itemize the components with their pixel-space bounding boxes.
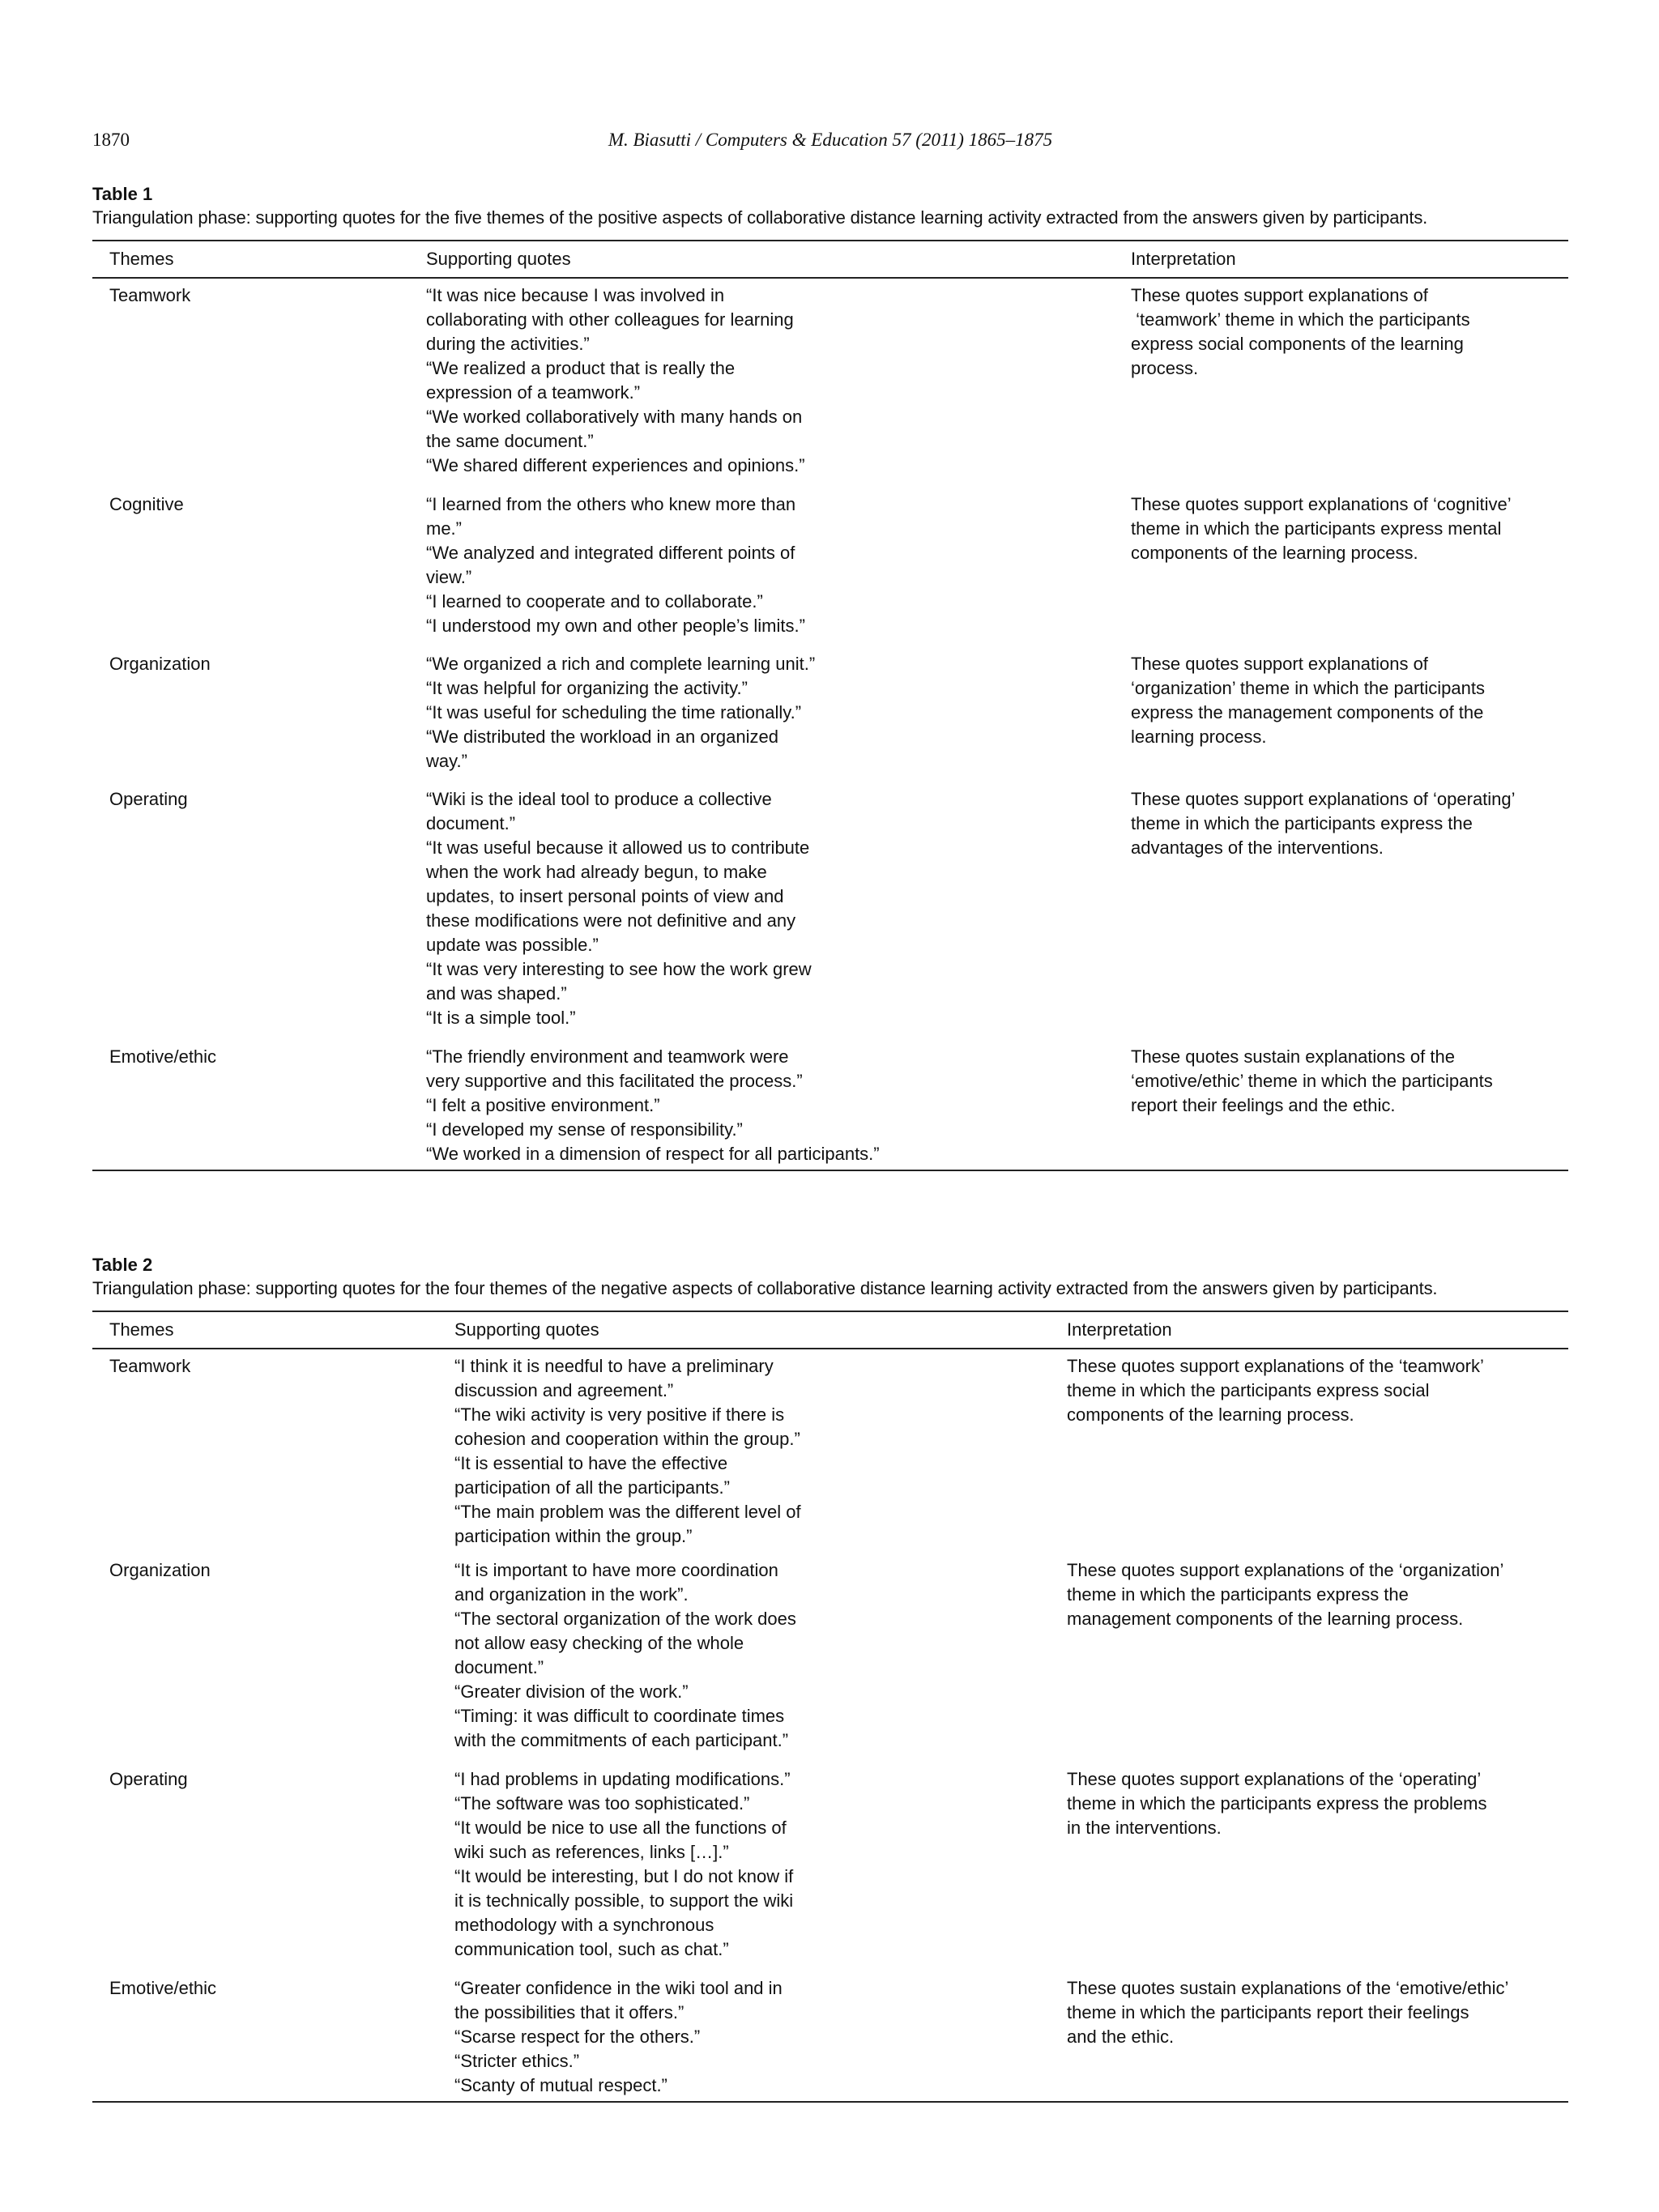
table-row bbox=[92, 492, 1568, 652]
theme-cell: Organization bbox=[109, 1560, 211, 1580]
table-1 bbox=[92, 183, 1568, 1171]
theme-cell: Emotive/ethic bbox=[109, 1046, 217, 1067]
quotes-cell: “The friendly environment and teamwork were very supportive and this facilitated the process.” “I felt a positive environment.” “I developed my sense of responsibility.” “We worked in a dimension of respect for all participants.” bbox=[426, 1046, 880, 1164]
table-1-bottom-rule bbox=[92, 1170, 1568, 1171]
quotes-cell: “It was nice because I was involved in collaborating with other colleagues for learning during the activities.” “We realized a product that is really the expression of a teamwork.” “We worked collaboratively with many hands on the same document.” “We shared different experiences and opinions.” bbox=[426, 285, 805, 475]
table-row bbox=[92, 1976, 1568, 2101]
interpretation-cell: These quotes support explanations of the ‘operating’ theme in which the participants express the problems in the interventions. bbox=[1067, 1769, 1487, 1838]
table-row bbox=[92, 652, 1568, 787]
quotes-cell: “I had problems in updating modifications.” “The software was too sophisticated.” “It would be nice to use all the functions of wiki such as references, links […].” “It would be interesting, but I do not know if it is technically possible, to support the wiki methodology with a synchronous communication tool, such as chat.” bbox=[454, 1769, 794, 1959]
quotes-cell: “Greater confidence in the wiki tool and in the possibilities that it offers.” “Scarse respect for the others.” “Stricter ethics.” “Scanty of mutual respect.” bbox=[454, 1978, 783, 2095]
interpretation-cell: These quotes support explanations of ‘teamwork’ theme in which the participants express social components of the learning process. bbox=[1131, 285, 1470, 378]
table-2-col-themes: Themes bbox=[109, 1319, 174, 1340]
table-row bbox=[92, 279, 1568, 492]
table-1-caption: Triangulation phase: supporting quotes for the five themes of the positive aspects of collaborative distance learning activity extracted from the answers given by participants. bbox=[92, 207, 1428, 228]
table-row bbox=[92, 1558, 1568, 1767]
table-1-col-quotes: Supporting quotes bbox=[426, 249, 571, 269]
quotes-cell: “I think it is needful to have a preliminary discussion and agreement.” “The wiki activity is very positive if there is cohesion and cooperation within the group.” “It is essential to have the effective participation of all the participants.” “The main problem was the different level of participation within the group.” bbox=[454, 1356, 801, 1546]
interpretation-cell: These quotes support explanations of ‘cognitive’ theme in which the participants express mental components of the learning process. bbox=[1131, 494, 1512, 563]
theme-cell: Organization bbox=[109, 654, 211, 674]
table-1-col-interpretation: Interpretation bbox=[1131, 249, 1236, 269]
running-head: M. Biasutti / Computers & Education 57 (2011) 1865–1875 bbox=[608, 130, 1053, 150]
table-2-col-quotes: Supporting quotes bbox=[454, 1319, 599, 1340]
table-row bbox=[92, 1767, 1568, 1976]
interpretation-cell: These quotes sustain explanations of the ‘emotive/ethic’ theme in which the participants report their feelings and the ethic. bbox=[1131, 1046, 1493, 1115]
page-header bbox=[92, 130, 1568, 156]
table-2-bottom-rule bbox=[92, 2101, 1568, 2103]
quotes-cell: “It is important to have more coordination and organization in the work”. “The sectoral organization of the work does not allow easy checking of the whole document.” “Greater division of the work.” “Timing: it was difficult to coordinate times with the commitments of each participant.” bbox=[454, 1560, 796, 1750]
table-2-caption: Triangulation phase: supporting quotes for the four themes of the negative aspects of collaborative distance learning activity extracted from the answers given by participants. bbox=[92, 1278, 1438, 1298]
table-1-title: Table 1 bbox=[92, 184, 153, 204]
theme-cell: Teamwork bbox=[109, 285, 191, 305]
theme-cell: Emotive/ethic bbox=[109, 1978, 217, 1998]
interpretation-cell: These quotes sustain explanations of the ‘emotive/ethic’ theme in which the participants report their feelings and the ethic. bbox=[1067, 1978, 1509, 2047]
page-number: 1870 bbox=[92, 130, 130, 150]
quotes-cell: “We organized a rich and complete learning unit.” “It was helpful for organizing the activity.” “It was useful for scheduling the time rationally.” “We distributed the workload in an organized way.” bbox=[426, 654, 816, 771]
interpretation-cell: These quotes support explanations of ‘organization’ theme in which the participants express the management components of the learning process. bbox=[1131, 654, 1485, 747]
interpretation-cell: These quotes support explanations of ‘operating’ theme in which the participants express the advantages of the interventions. bbox=[1131, 789, 1516, 858]
table-row bbox=[92, 1045, 1568, 1170]
interpretation-cell: These quotes support explanations of the ‘teamwork’ theme in which the participants express social components of the learning process. bbox=[1067, 1356, 1484, 1425]
quotes-cell: “Wiki is the ideal tool to produce a collective document.” “It was useful because it allowed us to contribute when the work had already begun, to make updates, to insert personal points of view and these modifications were not definitive and any update was possible.” “It was very interesting to see how the work grew and was shaped.” “It is a simple tool.” bbox=[426, 789, 812, 1028]
table-2-body bbox=[92, 1349, 1568, 2101]
theme-cell: Operating bbox=[109, 1769, 188, 1789]
table-row bbox=[92, 787, 1568, 1045]
table-row bbox=[92, 1349, 1568, 1558]
interpretation-cell: These quotes support explanations of the ‘organization’ theme in which the participants express the management components of the learning process. bbox=[1067, 1560, 1504, 1629]
quotes-cell: “I learned from the others who knew more than me.” “We analyzed and integrated different points of view.” “I learned to cooperate and to collaborate.” “I understood my own and other people’s limits.” bbox=[426, 494, 805, 636]
table-1-header-row bbox=[92, 241, 1568, 279]
table-1-col-themes: Themes bbox=[109, 249, 174, 269]
table-1-body bbox=[92, 279, 1568, 1170]
theme-cell: Teamwork bbox=[109, 1356, 191, 1376]
table-2-header-row bbox=[92, 1312, 1568, 1349]
table-2 bbox=[92, 1254, 1568, 2103]
theme-cell: Cognitive bbox=[109, 494, 184, 514]
theme-cell: Operating bbox=[109, 789, 188, 809]
table-2-title: Table 2 bbox=[92, 1255, 153, 1275]
table-2-col-interpretation: Interpretation bbox=[1067, 1319, 1172, 1340]
